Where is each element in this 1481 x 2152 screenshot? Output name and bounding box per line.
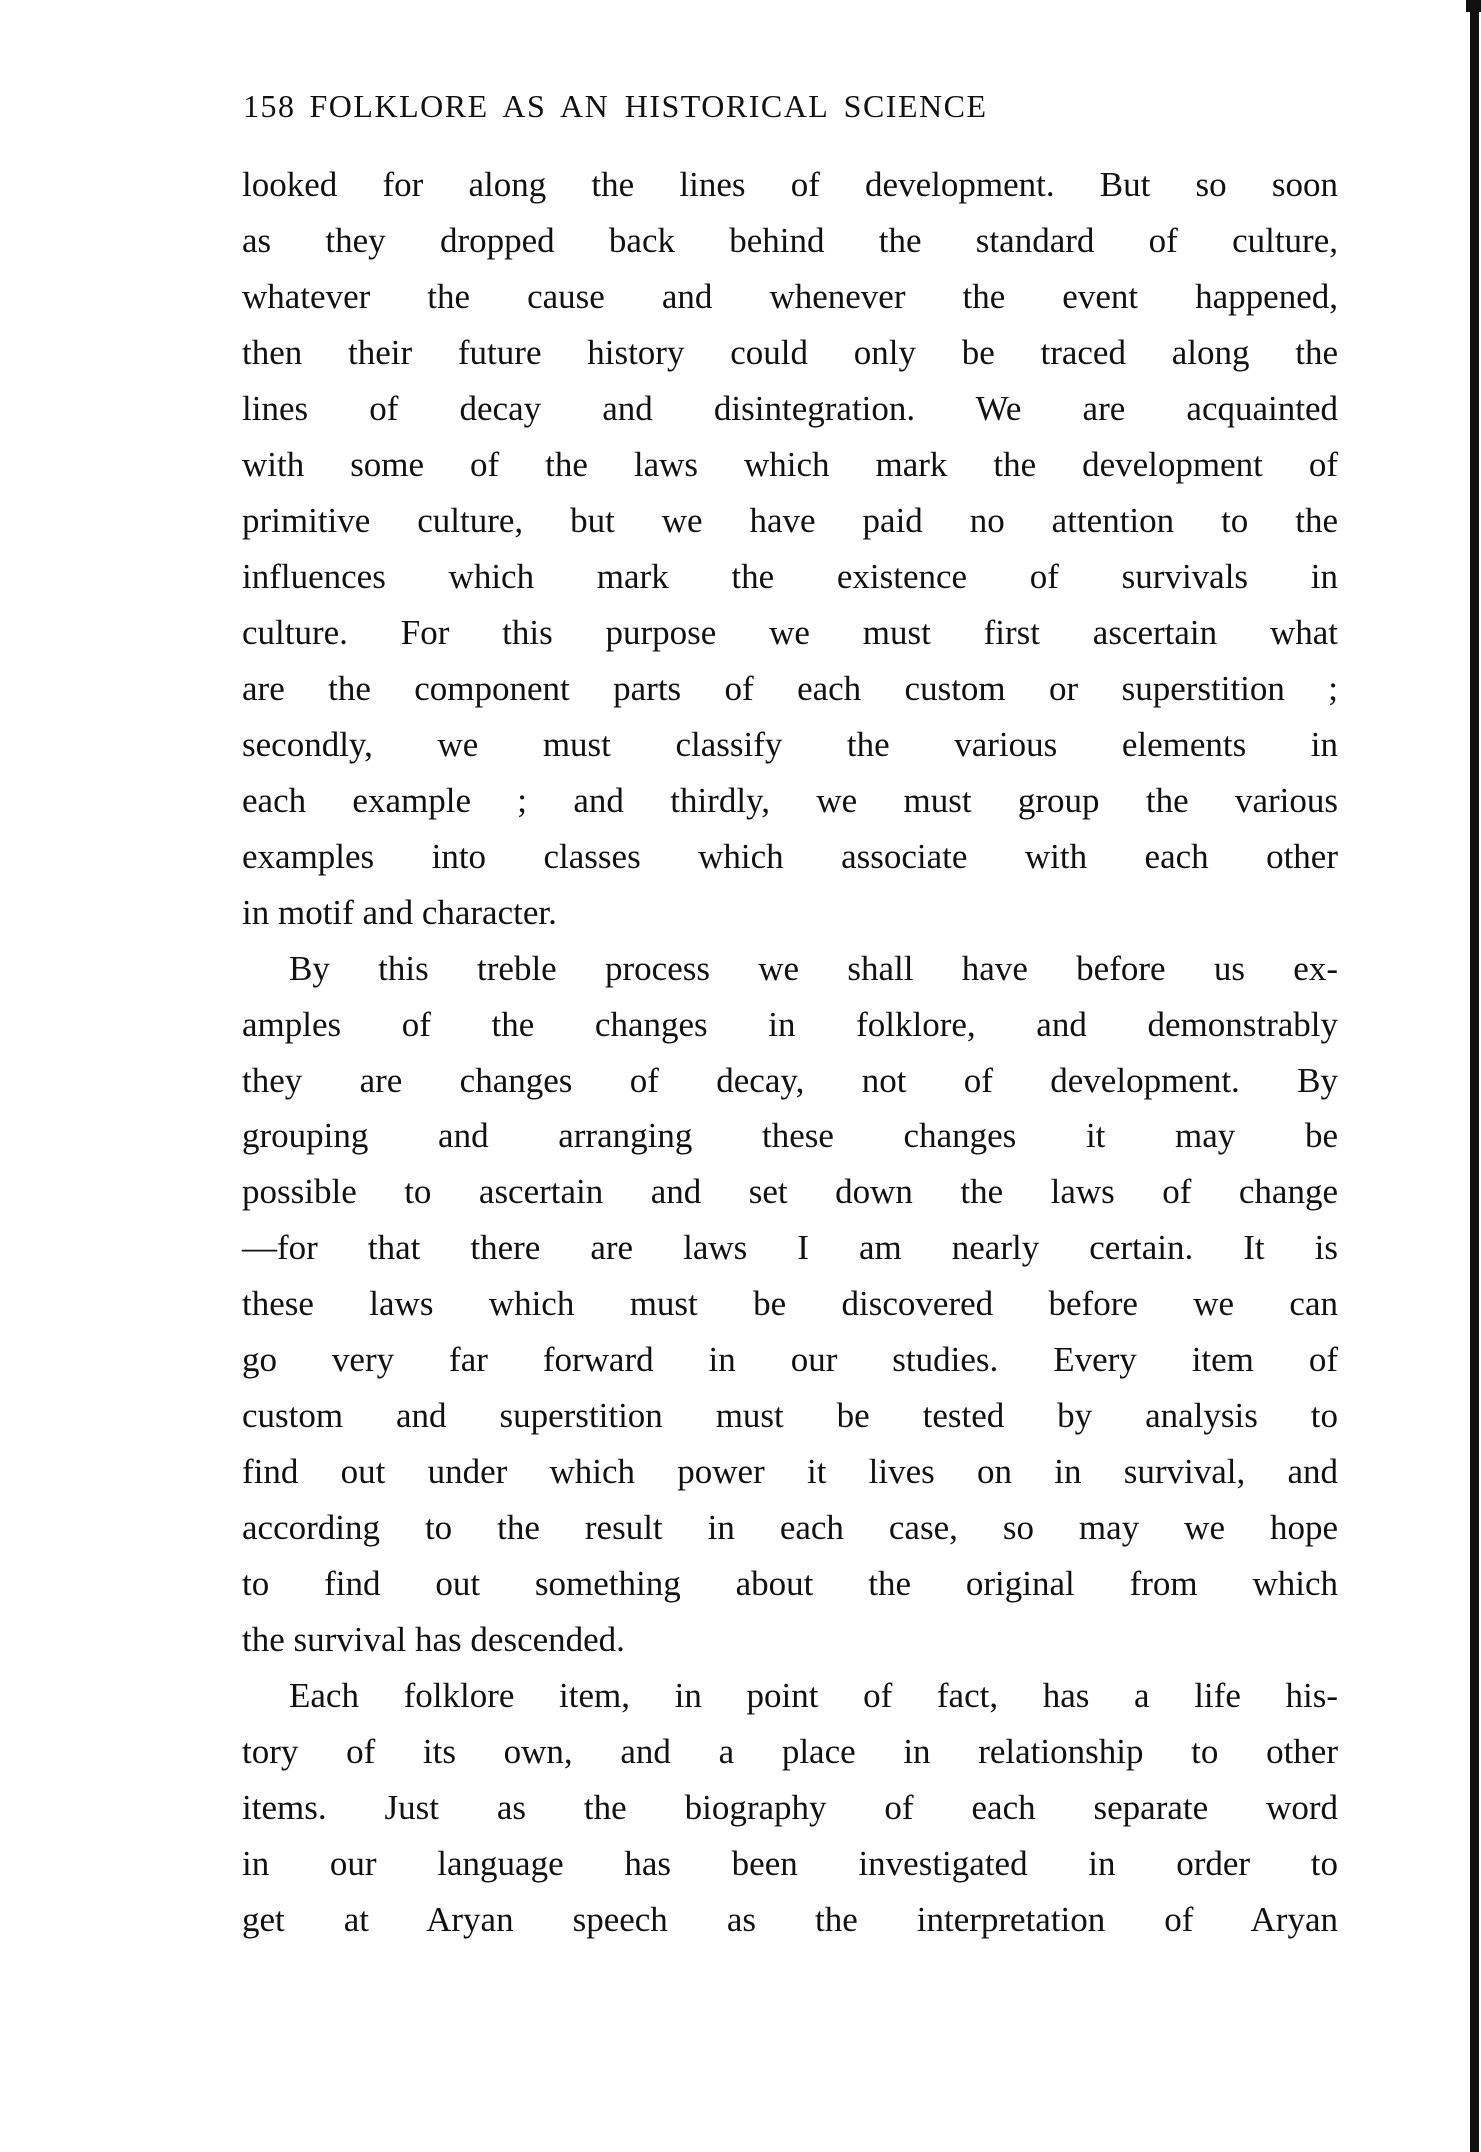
text-line: to find out something about the original from which xyxy=(242,1564,1338,1604)
text-line: whatever the cause and whenever the event happened, xyxy=(242,276,1338,316)
text-line: each example ; and thirdly, we must group the various xyxy=(242,780,1338,820)
text-line: amples of the changes in folklore, and demonstrably xyxy=(242,1004,1338,1044)
text-line: are the component parts of each custom or superstition ; xyxy=(242,668,1338,708)
text-line: Each folklore item, in point of fact, has a life his- xyxy=(289,1676,1338,1716)
running-head-title: FOLKLORE AS AN HISTORICAL SCIENCE xyxy=(309,88,988,124)
text-line: they are changes of decay, not of development. By xyxy=(242,1060,1338,1100)
text-line: in our language has been investigated in order to xyxy=(242,1844,1338,1884)
text-line: possible to ascertain and set down the laws of change xyxy=(242,1172,1338,1212)
text-line: secondly, we must classify the various elements in xyxy=(242,724,1338,764)
text-line: custom and superstition must be tested by analysis to xyxy=(242,1396,1338,1436)
text-line: looked for along the lines of development. But so soon xyxy=(242,165,1338,204)
page-edge-shadow xyxy=(1470,0,1479,2152)
text-line: find out under which power it lives on in survival, and xyxy=(242,1452,1338,1492)
page-number: 158 xyxy=(243,88,296,124)
text-line: as they dropped back behind the standard of culture, xyxy=(242,220,1338,260)
text-line: get at Aryan speech as the interpretation of Aryan xyxy=(242,1900,1338,1940)
text-line: By this treble process we shall have before us ex- xyxy=(289,948,1338,988)
running-head xyxy=(243,88,1273,125)
text-line: go very far forward in our studies. Every item of xyxy=(242,1340,1338,1380)
text-line: according to the result in each case, so may we hope xyxy=(242,1508,1338,1548)
text-line: grouping and arranging these changes it may be xyxy=(242,1116,1338,1156)
text-line: with some of the laws which mark the development of xyxy=(242,444,1338,484)
text-line: influences which mark the existence of survivals in xyxy=(242,556,1338,596)
text-line: examples into classes which associate with each other xyxy=(242,836,1338,876)
text-line: primitive culture, but we have paid no attention to the xyxy=(242,500,1338,540)
text-line: —for that there are laws I am nearly certain. It is xyxy=(242,1228,1338,1268)
text-line: in motif and character. xyxy=(242,892,557,932)
text-line: these laws which must be discovered before we can xyxy=(242,1284,1338,1324)
text-line: tory of its own, and a place in relationship to other xyxy=(242,1732,1338,1772)
text-line: culture. For this purpose we must first ascertain what xyxy=(242,612,1338,652)
text-line: lines of decay and disintegration. We are acquainted xyxy=(242,388,1338,428)
text-line: then their future history could only be traced along the xyxy=(242,332,1338,372)
text-line: items. Just as the biography of each separate word xyxy=(242,1788,1338,1828)
text-line: the survival has descended. xyxy=(242,1620,625,1660)
